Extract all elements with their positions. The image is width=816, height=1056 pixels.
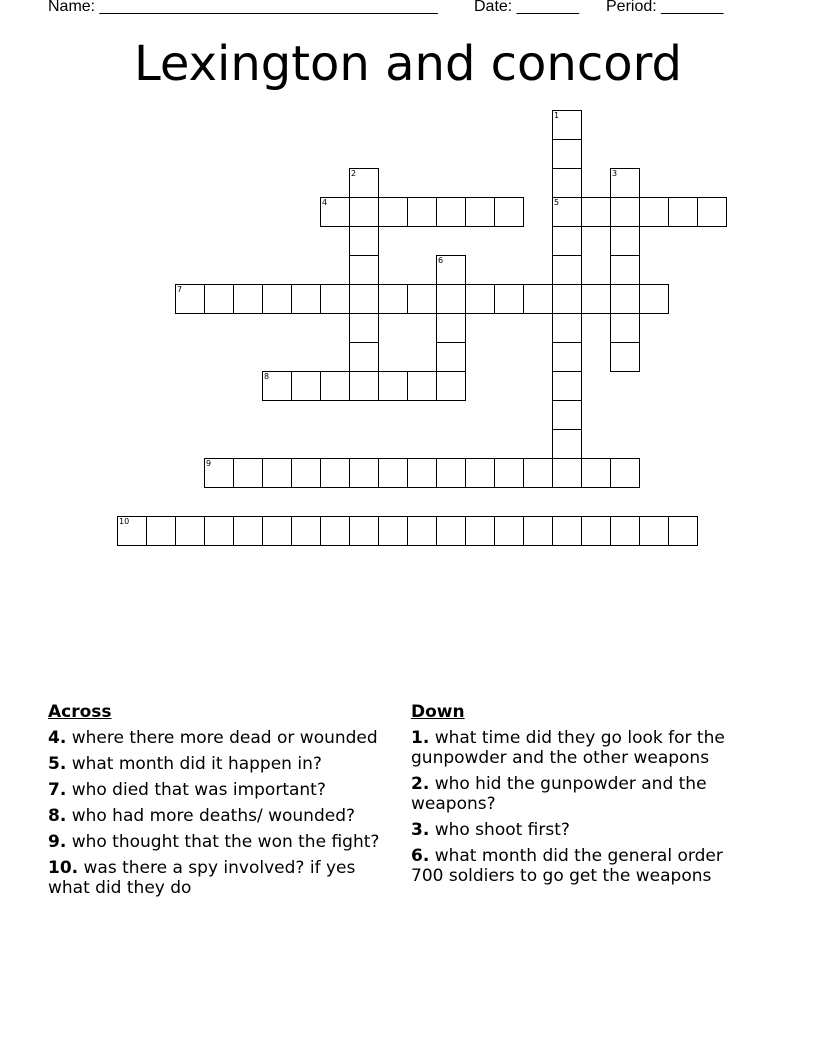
cell-number: 3: [612, 169, 618, 178]
cell-number: 6: [438, 256, 444, 265]
cell-number: 10: [119, 517, 130, 526]
grid-cell[interactable]: [378, 458, 408, 488]
grid-cell[interactable]: [436, 371, 466, 401]
grid-cell[interactable]: [407, 284, 437, 314]
grid-cell[interactable]: [349, 255, 379, 285]
grid-cell[interactable]: [175, 284, 205, 314]
grid-cell[interactable]: [610, 284, 640, 314]
grid-cell[interactable]: [610, 168, 640, 198]
grid-cell[interactable]: [262, 371, 292, 401]
grid-cell[interactable]: [552, 139, 582, 169]
clue-down-1: 1. what time did they go look for the gunpowder and the other weapons: [411, 728, 725, 768]
grid-cell[interactable]: [320, 516, 350, 546]
grid-cell[interactable]: [407, 371, 437, 401]
grid-cell[interactable]: [697, 197, 727, 227]
grid-cell[interactable]: [465, 197, 495, 227]
grid-cell[interactable]: [610, 342, 640, 372]
grid-cell[interactable]: [668, 516, 698, 546]
grid-cell[interactable]: [349, 371, 379, 401]
grid-cell[interactable]: [291, 284, 321, 314]
grid-cell[interactable]: [436, 313, 466, 343]
grid-cell[interactable]: [349, 516, 379, 546]
grid-cell[interactable]: [378, 371, 408, 401]
grid-cell[interactable]: [552, 110, 582, 140]
grid-cell[interactable]: [465, 516, 495, 546]
grid-cell[interactable]: [436, 342, 466, 372]
grid-cell[interactable]: [552, 284, 582, 314]
grid-cell[interactable]: [552, 313, 582, 343]
grid-cell[interactable]: [552, 516, 582, 546]
grid-cell[interactable]: [610, 516, 640, 546]
grid-cell[interactable]: [523, 516, 553, 546]
grid-cell[interactable]: [233, 284, 263, 314]
page-title: Lexington and concord: [134, 36, 682, 92]
grid-cell[interactable]: [552, 371, 582, 401]
grid-cell[interactable]: [639, 284, 669, 314]
grid-cell[interactable]: [204, 284, 234, 314]
grid-cell[interactable]: [175, 516, 205, 546]
grid-cell[interactable]: [552, 429, 582, 459]
grid-cell[interactable]: [204, 458, 234, 488]
across-heading: Across: [48, 702, 112, 722]
grid-cell[interactable]: [262, 458, 292, 488]
grid-cell[interactable]: [436, 458, 466, 488]
cell-number: 4: [322, 198, 328, 207]
grid-cell[interactable]: [378, 284, 408, 314]
grid-cell[interactable]: [552, 458, 582, 488]
grid-cell[interactable]: [407, 197, 437, 227]
clue-across-10: 10. was there a spy involved? if yes what did they do: [48, 858, 356, 898]
grid-cell[interactable]: [349, 313, 379, 343]
cell-number: 9: [206, 459, 212, 468]
grid-cell[interactable]: [146, 516, 176, 546]
cell-number: 5: [554, 198, 560, 207]
grid-cell[interactable]: [291, 458, 321, 488]
grid-cell[interactable]: [436, 516, 466, 546]
grid-cell[interactable]: [494, 458, 524, 488]
grid-cell[interactable]: [552, 197, 582, 227]
cell-number: 2: [351, 169, 357, 178]
grid-cell[interactable]: [262, 516, 292, 546]
cell-number: 7: [177, 285, 183, 294]
clue-across-4: 4. where there more dead or wounded: [48, 728, 378, 748]
grid-cell[interactable]: [378, 516, 408, 546]
grid-cell[interactable]: [610, 458, 640, 488]
clue-across-5: 5. what month did it happen in?: [48, 754, 322, 774]
clue-down-3: 3. who shoot first?: [411, 820, 570, 840]
grid-cell[interactable]: [610, 197, 640, 227]
down-heading: Down: [411, 702, 465, 722]
grid-cell[interactable]: [407, 516, 437, 546]
grid-cell[interactable]: [349, 168, 379, 198]
grid-cell[interactable]: [552, 255, 582, 285]
grid-cell[interactable]: [436, 284, 466, 314]
grid-cell[interactable]: [233, 516, 263, 546]
grid-cell[interactable]: [436, 197, 466, 227]
grid-cell[interactable]: [610, 226, 640, 256]
clue-down-2: 2. who hid the gunpowder and the weapons?: [411, 774, 707, 814]
date-field[interactable]: Date: _______: [474, 0, 579, 15]
grid-cell[interactable]: [581, 458, 611, 488]
cell-number: 8: [264, 372, 270, 381]
grid-cell[interactable]: [581, 284, 611, 314]
grid-cell[interactable]: [581, 197, 611, 227]
grid-cell[interactable]: [349, 458, 379, 488]
grid-cell[interactable]: [639, 516, 669, 546]
grid-cell[interactable]: [494, 284, 524, 314]
grid-cell[interactable]: [494, 197, 524, 227]
clue-down-6: 6. what month did the general order 700 soldiers to go get the weapons: [411, 846, 723, 886]
grid-cell[interactable]: [552, 342, 582, 372]
grid-cell[interactable]: [523, 458, 553, 488]
grid-cell[interactable]: [233, 458, 263, 488]
grid-cell[interactable]: [320, 458, 350, 488]
clue-across-8: 8. who had more deaths/ wounded?: [48, 806, 356, 826]
grid-cell[interactable]: [494, 516, 524, 546]
grid-cell[interactable]: [610, 255, 640, 285]
grid-cell[interactable]: [204, 516, 234, 546]
cell-number: 1: [554, 111, 560, 120]
grid-cell[interactable]: [291, 371, 321, 401]
grid-cell[interactable]: [436, 255, 466, 285]
grid-cell[interactable]: [262, 284, 292, 314]
grid-cell[interactable]: [523, 284, 553, 314]
grid-cell[interactable]: [291, 516, 321, 546]
grid-cell[interactable]: [581, 516, 611, 546]
grid-cell[interactable]: [320, 284, 350, 314]
grid-cell[interactable]: [610, 313, 640, 343]
grid-cell[interactable]: [349, 226, 379, 256]
grid-cell[interactable]: [465, 458, 495, 488]
grid-cell[interactable]: [407, 458, 437, 488]
grid-cell[interactable]: [320, 197, 350, 227]
clue-across-7: 7. who died that was important?: [48, 780, 326, 800]
across-clues: [48, 702, 388, 904]
grid-cell[interactable]: [349, 342, 379, 372]
down-clues: [411, 702, 756, 892]
grid-cell[interactable]: [552, 226, 582, 256]
grid-cell[interactable]: [349, 197, 379, 227]
name-field[interactable]: Name: ______________________________________: [48, 0, 438, 15]
grid-cell[interactable]: [465, 284, 495, 314]
grid-cell[interactable]: [668, 197, 698, 227]
clue-across-9: 9. who thought that the won the fight?: [48, 832, 380, 852]
grid-cell[interactable]: [639, 197, 669, 227]
period-field[interactable]: Period: _______: [606, 0, 724, 15]
grid-cell[interactable]: [349, 284, 379, 314]
grid-cell[interactable]: [378, 197, 408, 227]
grid-cell[interactable]: [552, 400, 582, 430]
grid-cell[interactable]: [552, 168, 582, 198]
grid-cell[interactable]: [320, 371, 350, 401]
grid-cell[interactable]: [117, 516, 147, 546]
